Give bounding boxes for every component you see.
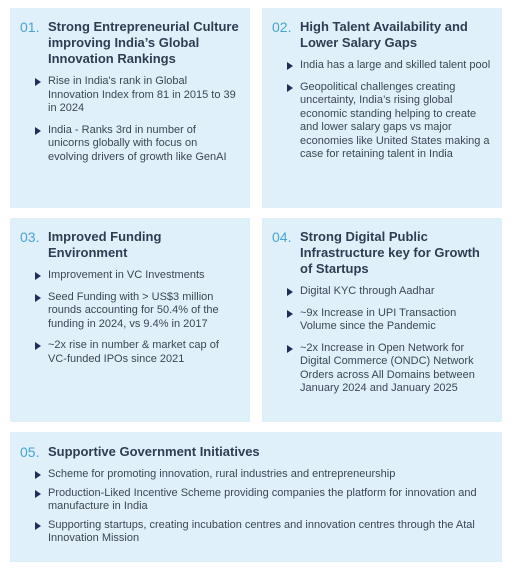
triangle-bullet-icon bbox=[35, 522, 41, 530]
list-item bbox=[20, 519, 492, 546]
list-item bbox=[272, 307, 492, 334]
card-title: Strong Entrepreneurial Culture improving India’s Global Innovation Rankings bbox=[48, 19, 239, 66]
triangle-bullet-icon bbox=[35, 272, 41, 280]
bullet-text: India - Ranks 3rd in number of unicorns globally with focus on evolving drivers of growth like GenAI bbox=[48, 123, 227, 163]
bullet-list bbox=[272, 285, 492, 396]
list-item bbox=[20, 339, 240, 366]
card-title: Strong Digital Public Infrastructure key for Growth of Startups bbox=[300, 229, 480, 276]
bullet-text: Production-Liked Incentive Scheme providing companies the platform for innovation and manufacture in India bbox=[48, 486, 477, 512]
bullet-text: Digital KYC through Aadhar bbox=[300, 285, 435, 297]
card-number: 02. bbox=[272, 19, 292, 35]
triangle-bullet-icon bbox=[35, 294, 41, 302]
bullet-text: Improvement in VC Investments bbox=[48, 269, 205, 281]
triangle-bullet-icon bbox=[287, 310, 293, 318]
card-talent-availability bbox=[262, 8, 502, 208]
bullet-text: ~9x Increase in UPI Transaction Volume since the Pandemic bbox=[300, 306, 457, 332]
card-header bbox=[20, 229, 240, 261]
bullet-text: Seed Funding with > US$3 million rounds accounting for 50.4% of the funding in 2024, vs 9.4% in 2017 bbox=[48, 290, 219, 330]
card-title: Improved Funding Environment bbox=[48, 229, 162, 260]
list-item bbox=[20, 487, 492, 514]
card-number: 01. bbox=[20, 19, 40, 35]
card-title: Supportive Government Initiatives bbox=[48, 444, 260, 459]
bullet-text: Rise in India's rank in Global Innovation Index from 81 in 2015 to 39 in 2024 bbox=[48, 75, 236, 114]
card-number: 05. bbox=[20, 444, 40, 460]
bullet-list bbox=[20, 75, 240, 164]
triangle-bullet-icon bbox=[35, 490, 41, 498]
bullet-list bbox=[20, 269, 240, 366]
card-title: High Talent Availability and Lower Salary Gaps bbox=[300, 19, 468, 50]
list-item bbox=[272, 285, 492, 299]
triangle-bullet-icon bbox=[35, 471, 41, 479]
triangle-bullet-icon bbox=[287, 345, 293, 353]
triangle-bullet-icon bbox=[35, 342, 41, 350]
list-item bbox=[20, 124, 240, 165]
card-entrepreneurial-culture bbox=[10, 8, 250, 208]
list-item bbox=[20, 468, 492, 482]
card-number: 03. bbox=[20, 229, 40, 245]
list-item bbox=[20, 291, 240, 332]
bullet-list bbox=[272, 59, 492, 162]
card-header bbox=[20, 19, 240, 67]
card-digital-infrastructure bbox=[262, 218, 502, 422]
triangle-bullet-icon bbox=[35, 127, 41, 135]
bullet-text: ~2x rise in number & market cap of VC-funded IPOs since 2021 bbox=[48, 339, 219, 365]
card-government-initiatives bbox=[10, 432, 502, 562]
card-header bbox=[272, 229, 492, 277]
card-header bbox=[20, 444, 492, 460]
bullet-text: ~2x Increase in Open Network for Digital Commerce (ONDC) Network Orders across All Domains between January 2024 and January 2025 bbox=[300, 341, 475, 394]
bullet-text: Geopolitical challenges creating uncertainty, India’s rising global economic standing helping to create and lower salary gaps vs major economies like United States making a case for retaining talent in India bbox=[300, 80, 490, 160]
list-item bbox=[272, 81, 492, 162]
list-item bbox=[272, 59, 492, 73]
bullet-text: Scheme for promoting innovation, rural industries and entrepreneurship bbox=[48, 468, 396, 480]
list-item bbox=[20, 75, 240, 116]
list-item bbox=[272, 342, 492, 396]
bullet-text: Supporting startups, creating incubation centres and innovation centres through the Atal Innovation Mission bbox=[48, 518, 475, 544]
list-item bbox=[20, 269, 240, 283]
bullet-text: India has a large and skilled talent pool bbox=[300, 59, 491, 71]
card-number: 04. bbox=[272, 229, 292, 245]
bullet-list bbox=[20, 468, 492, 546]
triangle-bullet-icon bbox=[287, 288, 293, 296]
card-funding-environment bbox=[10, 218, 250, 422]
triangle-bullet-icon bbox=[287, 62, 293, 70]
card-header bbox=[272, 19, 492, 51]
triangle-bullet-icon bbox=[287, 84, 293, 92]
triangle-bullet-icon bbox=[35, 78, 41, 86]
